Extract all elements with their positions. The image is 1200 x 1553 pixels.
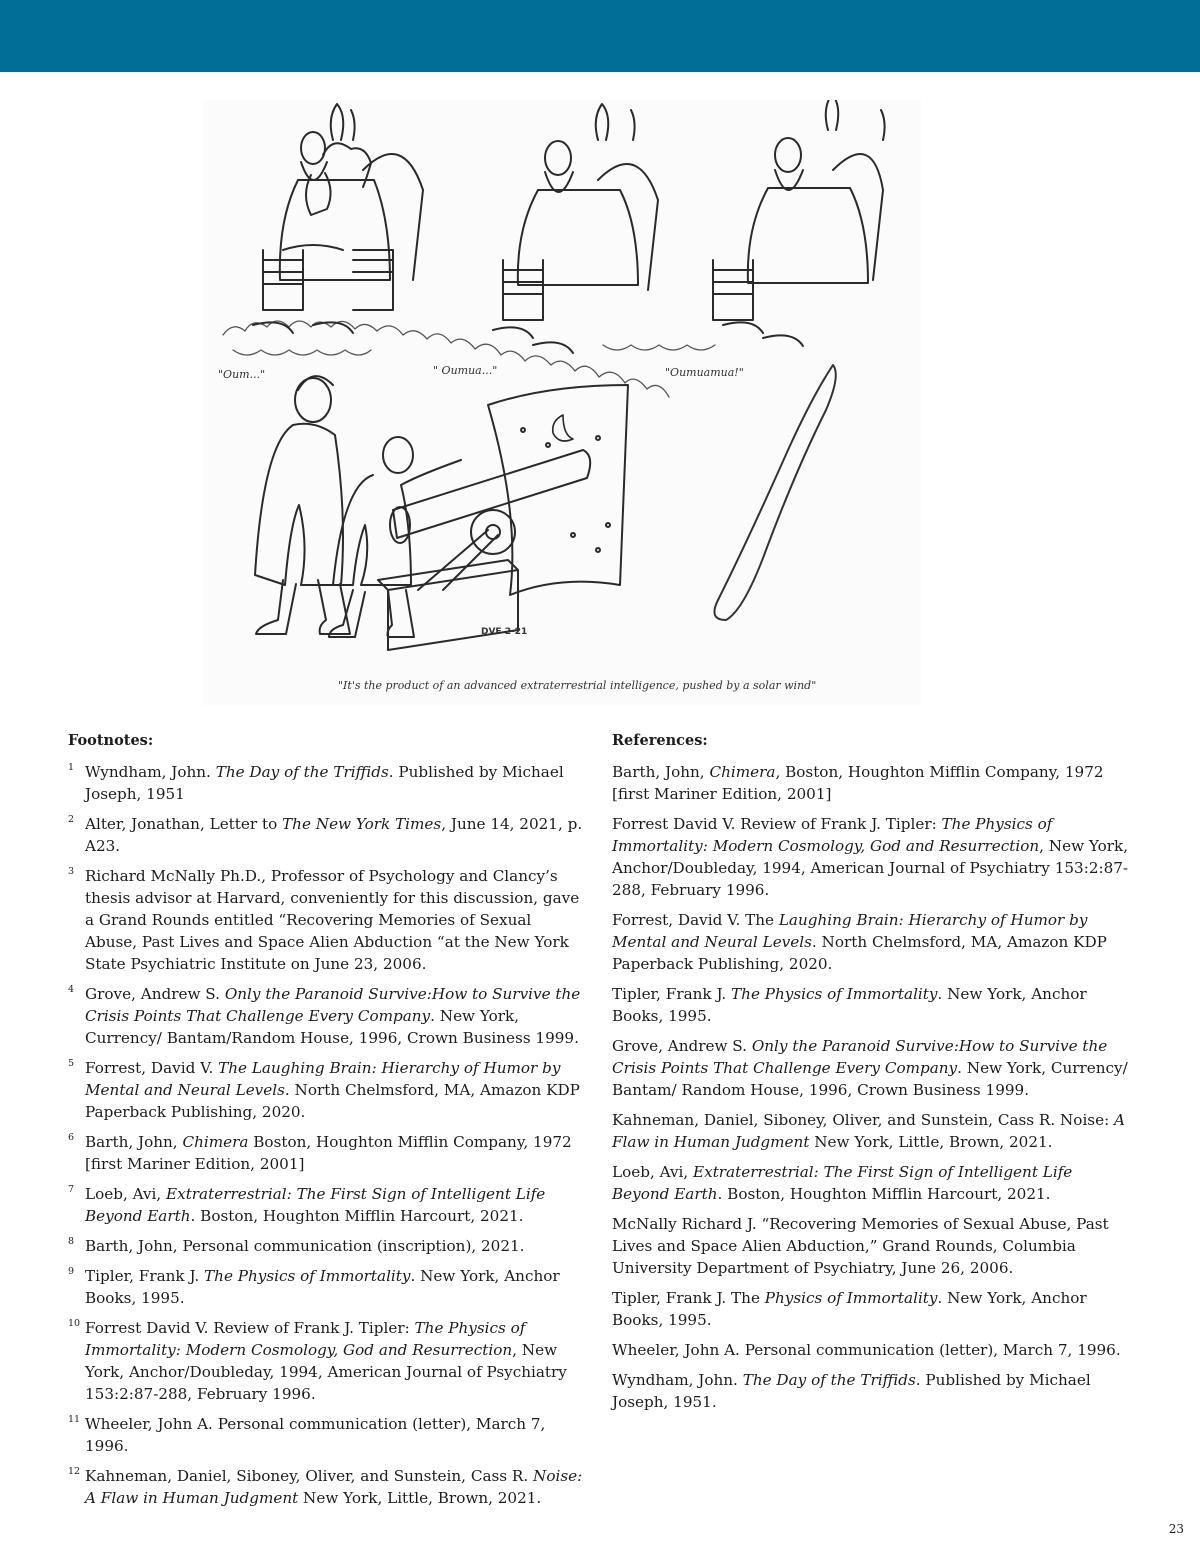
footnote-item [68,761,588,805]
oumuamua-object [714,365,835,620]
footnote-number: 9 [68,1266,75,1277]
reference-text: Tipler, Frank J. [612,985,732,1003]
footnote-title: Extraterrestrial: The First Sign of Intelligent Life Beyond Earth [85,1185,546,1225]
footnote-title: The Day of the Triffids [215,763,389,781]
footnote-item [68,1265,588,1309]
reference-text: Wyndham, John. [612,1371,743,1389]
reference-item [612,813,1132,901]
reference-text-tail: . New York, Anchor Books, 1995. [612,985,1087,1025]
footnote-item [68,865,588,975]
artist-signature: DVF 2-21 [481,627,528,637]
reference-item [612,1369,1132,1413]
footnote-item [68,1413,588,1457]
footnote-number: 1 [68,762,75,773]
reference-text: McNally Richard J. “Recovering Memories of Sexual Abuse, Past Lives and Space Alien Abduction,” Grand Rounds, Columbia University Department of Psychiatry, June 26, 2006. [612,1215,1109,1277]
footnote-title: Only the Paranoid Survive:How to Survive the Crisis Points That Challenge Every Company [85,985,581,1025]
sky-chart [488,385,628,595]
footnote-text: Barth, John, [85,1133,183,1151]
clouds [223,321,715,397]
reference-item [612,761,1132,805]
footnote-number: 5 [68,1058,75,1069]
bearded-figure-middle [493,104,658,353]
footnote-text: Kahneman, Daniel, Siboney, Oliver, and Sunstein, Cass R. [85,1467,534,1485]
footnote-number: 10 [68,1318,81,1329]
reference-text: Forrest, David V. The [612,911,779,929]
footnote-number: 8 [68,1236,75,1247]
cartoon-illustration [203,100,921,705]
footnote-text-tail: . Published by Michael Joseph, 1951 [85,763,564,803]
footnote-title: The Physics of Immortality [204,1267,411,1285]
references-heading: References: [612,732,708,749]
speech-text-3: "Oumuamua!" [665,366,744,379]
footnote-text-tail: Boston, Houghton Mifflin Company, 1972 [first Mariner Edition, 2001] [85,1133,572,1173]
reference-item [612,1287,1132,1331]
references-list [612,761,1132,1413]
bearded-figure-right [713,100,885,346]
reference-title: The Physics of Immortality [731,985,938,1003]
speech-text-1: "Oum..." [218,368,266,381]
reference-title: Chimera [709,763,776,781]
reference-title: A Flaw in Human Judgment [612,1111,1126,1151]
scientist-left [255,376,350,634]
footnote-text-tail: . North Chelmsford, MA, Amazon KDP Paperback Publishing, 2020. [85,1081,580,1121]
reference-title: Extraterrestrial: The First Sign of Intelligent Life Beyond Earth [612,1163,1073,1203]
top-banner [0,0,1200,72]
reference-title: The Physics of Immortality: Modern Cosmology, God and Resurrection [612,815,1053,855]
footnote-text-tail: . New York, Currency/ Bantam/Random House, 1996, Crown Business 1999. [85,1007,579,1047]
footnote-item [68,1131,588,1175]
reference-text-tail: , New York, Anchor/Doubleday, 1994, American Journal of Psychiatry 153:2:87-288, February 1996. [612,837,1129,899]
footnote-item [68,1317,588,1405]
footnote-item [68,1235,588,1257]
reference-text: Grove, Andrew S. [612,1037,752,1055]
reference-item [612,1035,1132,1101]
reference-text: Forrest David V. Review of Frank J. Tipler: [612,815,942,833]
footnote-text: Tipler, Frank J. [85,1267,205,1285]
footnote-text: Barth, John, Personal communication (inscription), 2021. [85,1237,525,1255]
footnote-text-tail: , New York, Anchor/Doubleday, 1994, American Journal of Psychiatry 153:2:87-288, February 1996. [85,1341,567,1403]
reference-title: Only the Paranoid Survive:How to Survive the Crisis Points That Challenge Every Company [612,1037,1108,1077]
footnote-item [68,1465,588,1509]
reference-title: Laughing Brain: Hierarchy of Humor by Mental and Neural Levels [612,911,1088,951]
footnote-title: Chimera [182,1133,249,1151]
footnote-text-tail: , June 14, 2021, p. A23. [85,815,583,855]
speech-text-2: " Oumua..." [433,364,498,377]
footnote-text-tail: . New York, Anchor Books, 1995. [85,1267,560,1307]
footnote-text-tail: New York, Little, Brown, 2021. [298,1489,542,1507]
reference-text: Loeb, Avi, [612,1163,694,1181]
footnote-number: 12 [68,1466,81,1477]
footnote-item [68,1183,588,1227]
footnotes-heading: Footnotes: [68,732,154,749]
reference-text: Tipler, Frank J. The [612,1289,765,1307]
footnote-title: The Laughing Brain: Hierarchy of Humor by Mental and Neural Levels [85,1059,561,1099]
footnote-text: Grove, Andrew S. [85,985,225,1003]
footnote-number: 11 [68,1414,81,1425]
scientist-right [329,437,461,637]
reference-title: Physics of Immortality [764,1289,938,1307]
footnotes-list [68,761,588,1509]
footnote-text: Richard McNally Ph.D., Professor of Psychology and Clancy’s thesis advisor at Harvard, conveniently for this discussion, gave a Grand Rounds entitled “Recovering Memories of Sexual Abuse, Past Lives and Space Alien Abduction “at the New York State Psychiatric Institute on June 23, 2006. [85,867,580,973]
reference-text: Barth, John, [612,763,710,781]
reference-text-tail: . New York, Currency/ Bantam/ Random House, 1996, Crown Business 1999. [612,1059,1128,1099]
reference-text-tail: . New York, Anchor Books, 1995. [612,1289,1087,1329]
footnote-item [68,1057,588,1123]
footnote-text: Forrest David V. Review of Frank J. Tipler: [85,1319,415,1337]
reference-item [612,1213,1132,1279]
cartoon-caption: "It's the product of an advanced extraterrestrial intelligence, pushed by a solar wind" [338,679,817,692]
footnote-item [68,813,588,857]
footnote-text: Wyndham, John. [85,763,216,781]
reference-text-tail: . Published by Michael Joseph, 1951. [612,1371,1091,1411]
footnote-number: 6 [68,1132,75,1143]
reference-text: Kahneman, Daniel, Siboney, Oliver, and Sunstein, Cass R. Noise: [612,1111,1115,1129]
reference-text-tail: . Boston, Houghton Mifflin Harcourt, 2021. [717,1185,1051,1203]
footnote-text: Forrest, David V. [85,1059,219,1077]
reference-item [612,909,1132,975]
reference-item [612,1339,1132,1361]
footnotes-column [68,731,588,1517]
footnote-text: Wheeler, John A. Personal communication (letter), March 7, 1996. [85,1415,546,1455]
reference-text-tail: New York, Little, Brown, 2021. [809,1133,1053,1151]
references-column [612,731,1132,1421]
footnote-number: 7 [68,1184,75,1195]
footnote-title: The New York Times [282,815,442,833]
reference-item [612,1109,1132,1153]
reference-item [612,983,1132,1027]
reference-title: The Day of the Triffids [742,1371,916,1389]
footnote-number: 3 [68,866,75,877]
footnote-title: Noise: A Flaw in Human Judgment [85,1467,583,1507]
footnote-number: 2 [68,814,75,825]
footnote-number: 4 [68,984,75,995]
reference-item [612,1161,1132,1205]
reference-text: Wheeler, John A. Personal communication (letter), March 7, 1996. [612,1341,1121,1359]
reference-text-tail: . North Chelmsford, MA, Amazon KDP Paperback Publishing, 2020. [612,933,1107,973]
bearded-figure-left [253,104,423,333]
footnote-text: Alter, Jonathan, Letter to [85,815,283,833]
reference-text-tail: , Boston, Houghton Mifflin Company, 1972 [first Mariner Edition, 2001] [612,763,1104,803]
footnote-item [68,983,588,1049]
footnote-text-tail: . Boston, Houghton Mifflin Harcourt, 2021. [190,1207,524,1225]
footnote-title: The Physics of Immortality: Modern Cosmology, God and Resurrection [85,1319,526,1359]
footnote-text: Loeb, Avi, [85,1185,167,1203]
page-number: 23 [1168,1522,1184,1536]
